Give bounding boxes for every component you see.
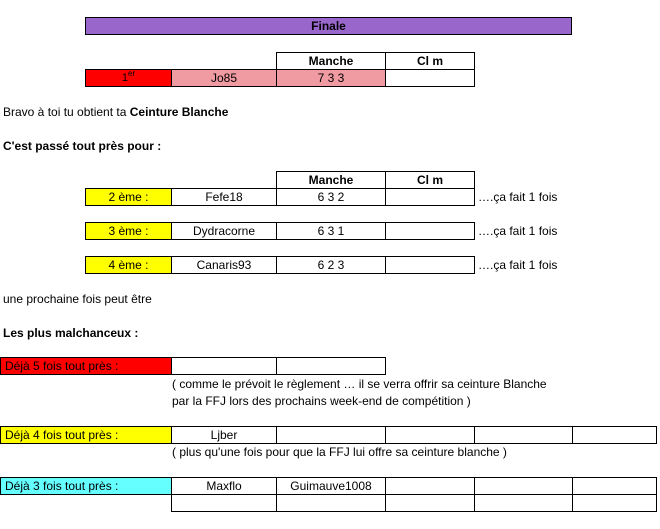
winner-name: Jo85	[171, 69, 277, 87]
header-cl-m: Cl m	[385, 52, 475, 70]
unlucky-empty-cell	[474, 494, 573, 512]
close-rank: 2 ème :	[85, 188, 172, 206]
unlucky-note: ( plus qu'une fois pour que la FFJ lui offre sa ceinture blanche )	[172, 445, 507, 459]
close-header-cl-m: Cl m	[385, 171, 475, 189]
header-manche: Manche	[276, 52, 386, 70]
unlucky-name: Maxflo	[171, 477, 277, 495]
close-header-manche: Manche	[276, 171, 386, 189]
unlucky-name	[276, 426, 386, 444]
close-manche: 6 3 2	[276, 188, 386, 206]
unlucky-label: Déjà 4 fois tout près :	[0, 426, 172, 444]
unlucky-name	[572, 426, 657, 444]
close-note: ….ça fait 1 fois	[478, 258, 558, 272]
unlucky-empty-cell	[385, 494, 475, 512]
close-manche: 6 3 1	[276, 222, 386, 240]
winner-manche: 7 3 3	[276, 69, 386, 87]
unlucky-name	[385, 426, 475, 444]
next-time-text: une prochaine fois peut être	[3, 292, 152, 306]
close-note: ….ça fait 1 fois	[478, 190, 558, 204]
finale-title: Finale	[85, 17, 572, 35]
unlucky-note: ( comme le prévoit le règlement … il se verra offrir sa ceinture Blanche	[172, 377, 547, 391]
winner-cl-m	[385, 69, 475, 87]
unlucky-empty-cell	[171, 494, 277, 512]
close-name: Dydracorne	[171, 222, 277, 240]
close-note: ….ça fait 1 fois	[478, 224, 558, 238]
congrats-text: Bravo à toi tu obtient ta Ceinture Blanche	[3, 105, 229, 119]
unlucky-name	[474, 477, 573, 495]
close-manche: 6 2 3	[276, 256, 386, 274]
unlucky-heading: Les plus malchanceux :	[3, 326, 139, 340]
unlucky-name	[276, 357, 386, 375]
unlucky-name: Ljber	[171, 426, 277, 444]
close-heading: C'est passé tout près pour :	[3, 139, 162, 153]
unlucky-note: par la FFJ lors des prochains week-end de compétition )	[172, 394, 471, 408]
unlucky-empty-cell	[572, 494, 657, 512]
unlucky-empty-cell	[276, 494, 386, 512]
unlucky-name	[474, 426, 573, 444]
close-rank: 3 ème :	[85, 222, 172, 240]
close-cl-m	[385, 256, 475, 274]
close-name: Canaris93	[171, 256, 277, 274]
unlucky-name	[385, 477, 475, 495]
close-cl-m	[385, 222, 475, 240]
unlucky-name: Guimauve1008	[276, 477, 386, 495]
winner-rank: 1er	[85, 69, 172, 87]
unlucky-label: Déjà 5 fois tout près :	[0, 357, 172, 375]
close-cl-m	[385, 188, 475, 206]
close-name: Fefe18	[171, 188, 277, 206]
close-rank: 4 ème :	[85, 256, 172, 274]
unlucky-label: Déjà 3 fois tout près :	[0, 477, 172, 495]
unlucky-name	[171, 357, 277, 375]
unlucky-name	[572, 477, 657, 495]
